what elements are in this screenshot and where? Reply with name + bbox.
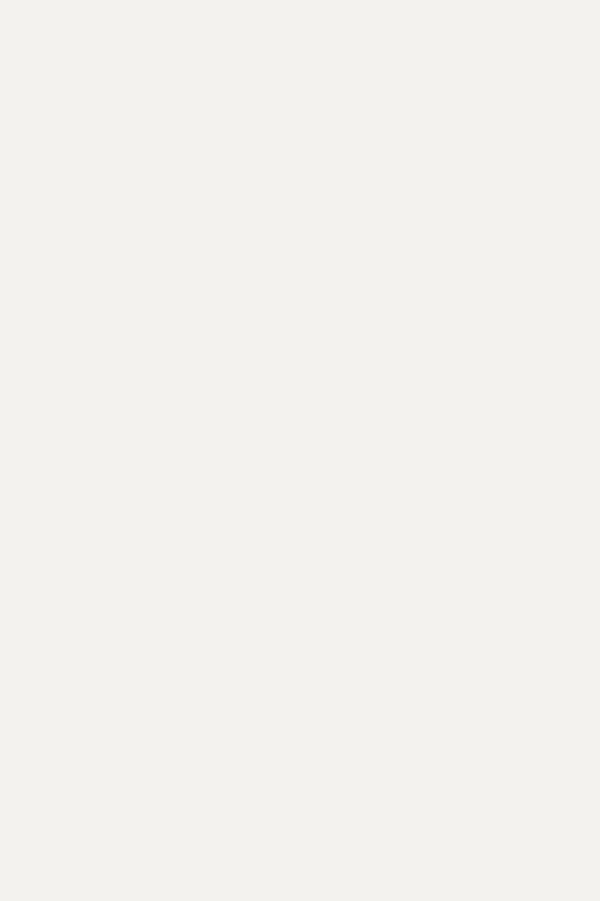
column-divider-ornament [299, 100, 311, 772]
